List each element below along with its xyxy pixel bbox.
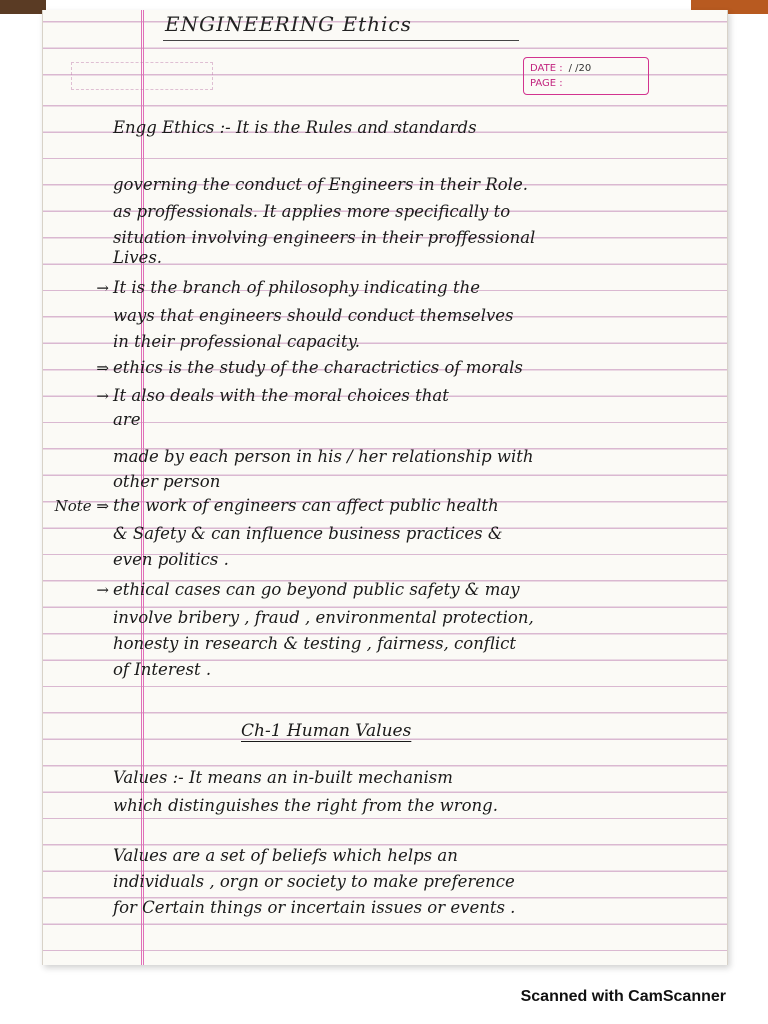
line-marker: ⇒ [96,359,109,377]
line-text: & Safety & can influence business practices & [113,524,503,543]
chapter-heading: Ch-1 Human Values [241,721,412,741]
note-line [43,898,733,917]
line-text: made by each person in his / her relationship with [113,447,534,466]
note-line [43,846,733,865]
note-line [43,118,733,137]
note-line [43,634,733,653]
line-text: other person [113,472,221,491]
line-marker: → [96,279,109,297]
line-text: for Certain things or incertain issues or events . [113,898,516,917]
faint-stamp: · [71,62,213,90]
note-line [43,447,733,466]
line-marker: Note ⇒ [54,497,109,515]
line-text: individuals , orgn or society to make preference [113,872,515,891]
scanner-watermark: Scanned with CamScanner [520,988,726,1005]
line-text: Values :- It means an in-built mechanism [113,768,453,787]
line-marker: → [96,387,109,405]
line-text: in their professional capacity. [113,332,360,351]
note-line [43,332,733,351]
note-line [43,608,733,627]
notebook-page [42,10,728,965]
line-text: are [113,410,141,429]
note-line [43,175,733,194]
note-line [43,248,733,267]
note-line [43,202,733,221]
note-line [43,358,733,377]
line-text: as proffessionals. It applies more specifically to [113,202,511,221]
note-line [43,768,733,787]
note-line [43,796,733,815]
note-line [43,872,733,891]
line-text: Values are a set of beliefs which helps an [113,846,458,865]
line-text: Engg Ethics :- It is the Rules and standards [113,118,477,137]
line-text: ethics is the study of the charactrictics of morals [113,358,523,377]
line-text: even politics . [113,550,229,569]
line-text: It is the branch of philosophy indicating the [113,278,480,297]
date-page-box [523,57,649,95]
note-line [43,306,733,325]
line-text: honesty in research & testing , fairness, conflict [113,634,516,653]
note-line [43,278,733,297]
line-text: the work of engineers can affect public health [113,496,499,515]
page-label: PAGE : [530,78,563,89]
note-line [43,660,733,679]
note-line [43,228,733,247]
date-value: / /20 [568,63,592,74]
line-text: situation involving engineers in their proffessional [113,228,536,247]
line-text: which distinguishes the right from the wrong. [113,796,498,815]
line-text: ethical cases can go beyond public safety & may [113,580,520,599]
date-label: DATE : [530,63,563,74]
note-line [43,386,733,405]
note-line [43,524,733,543]
note-line [43,550,733,569]
line-text: governing the conduct of Engineers in their Role. [113,175,528,194]
title-underline [163,40,519,41]
note-line [43,472,733,491]
line-text: involve bribery , fraud , environmental protection, [113,608,534,627]
page-title: ENGINEERING Ethics [165,12,412,36]
line-text: ways that engineers should conduct themselves [113,306,514,325]
line-text: of Interest . [113,660,212,679]
line-text: It also deals with the moral choices that [113,386,449,405]
line-text: Lives. [113,248,163,267]
note-line [43,580,733,599]
line-marker: → [96,581,109,599]
note-line [43,410,733,429]
note-line [43,496,733,515]
